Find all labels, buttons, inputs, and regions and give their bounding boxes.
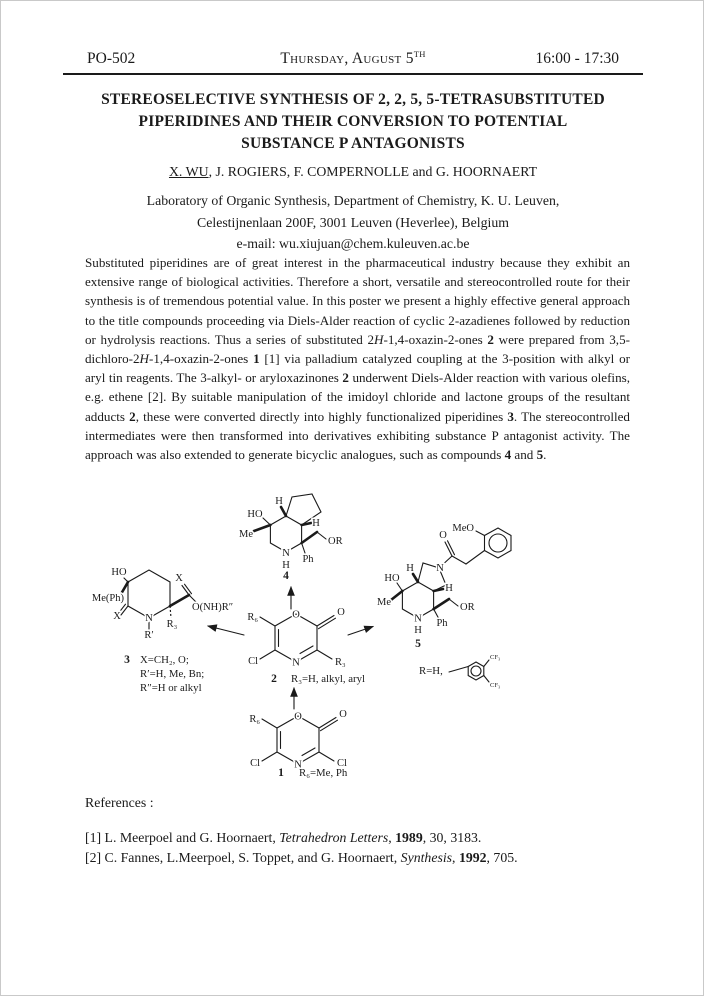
c3-onhr-label: O(NH)R″: [192, 602, 234, 613]
references-list: [85, 828, 645, 868]
compound-5-number: 5: [415, 638, 421, 650]
c1-n-label: N: [294, 759, 302, 771]
header-rule: [63, 73, 643, 75]
c3-rprime-label: R′: [144, 630, 154, 641]
c4-ph-label: Ph: [302, 554, 314, 565]
c5-h-right-label: H: [445, 583, 453, 594]
c4-or-label: OR: [328, 536, 343, 547]
compound-2: [247, 607, 365, 685]
references-heading: References :: [85, 795, 154, 810]
compound-3-number: 3: [124, 654, 130, 666]
compound-5: [377, 523, 511, 689]
c5-ho-label: HO: [384, 573, 400, 584]
presenting-author: X. WU: [168, 164, 209, 179]
compound-2-number: 2: [271, 673, 277, 685]
c1-cl-right-label: Cl: [337, 758, 347, 769]
page-title-line-3: SUBSTANCE P ANTAGONISTS: [241, 135, 465, 152]
c5-ph-label: Ph: [436, 618, 448, 629]
c5-pyrrolidine-n-label: N: [436, 563, 444, 574]
scheme-arrow-2-to-5: [348, 627, 373, 636]
compound-3-legend-2: R′=H, Me, Bn;: [140, 668, 205, 680]
session-date-ordinal: TH: [413, 49, 426, 59]
c3-meph-label: Me(Ph): [91, 593, 124, 604]
compound-3-legend-3: R″=H or alkyl: [140, 682, 202, 694]
c1-r6-label: R₆: [249, 714, 260, 725]
c2-cl-label: Cl: [248, 656, 258, 667]
c5-r-legend: R=H,: [419, 665, 443, 677]
c5-nh-label: H: [414, 625, 422, 636]
c2-carbonyl-o-label: O: [337, 607, 345, 618]
scheme-arrow-2-to-3: [208, 626, 244, 635]
affiliation-line-1: Laboratory of Organic Synthesis, Department of Chemistry, K. U. Leuven,: [146, 193, 560, 208]
c1-cl-left-label: Cl: [250, 758, 260, 769]
c3-r3-label: R₃: [166, 619, 178, 630]
compound-1: [249, 709, 348, 779]
c2-r6-label: R₆: [247, 612, 258, 623]
compound-3: [92, 567, 233, 694]
c5-me-label: Me: [377, 597, 391, 608]
reference-item-1: [1] L. Meerpoel and G. Hoornaert, Tetrahedron Letters, 1989, 30, 3183.: [85, 830, 482, 845]
c5-n-label: N: [414, 613, 422, 625]
c5-cf3-top-label: CF₃: [490, 654, 501, 661]
email-line: e-mail: wu.xiujuan@chem.kuleuven.ac.be: [236, 236, 470, 251]
reaction-scheme: [41, 469, 641, 799]
c4-ho-label: HO: [247, 509, 263, 520]
compound-1-legend: R₆=Me, Ph: [299, 767, 348, 779]
affiliation-line-2: Celestijnenlaan 200F, 3001 Leuven (Heverlee), Belgium: [197, 214, 509, 230]
session-date-text: Thursday, August 5: [280, 50, 414, 68]
c2-r3-label: R₃: [335, 657, 346, 668]
compound-4: [239, 494, 343, 582]
c3-x-ring-label: X: [113, 611, 121, 622]
page-header: [63, 49, 643, 68]
page-title-line-1: STEREOSELECTIVE SYNTHESIS OF 2, 2, 5, 5-TETRASUBSTITUTED: [101, 91, 605, 108]
compound-2-legend: R₃=H, alkyl, aryl: [291, 673, 366, 685]
c4-n-label: N: [282, 548, 290, 559]
affiliation-block: [51, 190, 655, 255]
c5-carbonyl-o-label: O: [439, 530, 447, 541]
session-time: 16:00 - 17:30: [535, 50, 620, 68]
reference-item-2: [2] C. Fannes, L.Meerpoel, S. Toppet, and G. Hoornaert, Synthesis, 1992, 705.: [85, 850, 518, 865]
c2-n-label: N: [292, 657, 300, 669]
c5-h-top-label: H: [406, 563, 414, 574]
c5-or-label: OR: [460, 602, 475, 613]
c5-meo-label: MeO: [452, 523, 474, 534]
c2-ring-o-label: O: [292, 609, 300, 621]
c3-n-label: N: [145, 613, 153, 624]
poster-code: PO-502: [87, 50, 136, 68]
c4-me-label: Me: [239, 529, 253, 540]
page-title-line-2: PIPERIDINES AND THEIR CONVERSION TO POTENTIAL: [138, 113, 568, 130]
c3-x-chain-label: X: [175, 573, 183, 584]
other-authors: , J. ROGIERS, F. COMPERNOLLE and G. HOORNAERT: [208, 164, 538, 179]
abstract-paragraph: Substituted piperidines are of great interest in the pharmaceutical industry because they exhibit an extensive range of biological activities. Therefore a short, versatile and stereocontrolled route for their synthesis is of tremendous potential value. In this poster we present a highly effective general approach to the title compounds proceeding via Diels-Alder reaction of cyclic 2-azadienes followed by reduction or hydrolysis reactions. Thus a series of substituted 2H-1,4-oxazin-2-ones 2 were prepared from 3,5-dichloro-2H-1,4-oxazin-2-ones 1 [1] via palladium catalyzed coupling at the 3-position with alkyl or aryl tin reagents. The 3-alkyl- or aryloxazinones 2 underwent Diels-Alder reaction with various olefins, e.g. ethene [2]. By suitable manipulation of the imidoyl chloride and lactone groups of the resultant adducts 2, these were converted directly into highly functionalized piperidines 3. The stereocontrolled intermediates were then transformed into derivatives exhibiting substance P antagonist activity. The approach was also extended to generate bicyclic analogues, such as compounds 4 and 5.: [85, 255, 630, 463]
c4-h-top-label: H: [275, 496, 283, 507]
compound-1-number: 1: [278, 767, 284, 779]
page-title: [51, 89, 655, 155]
c5-cf3-bottom-label: CF₃: [490, 682, 501, 689]
c3-ho-label: HO: [111, 567, 127, 578]
compound-4-number: 4: [283, 570, 289, 582]
c1-carbonyl-o-label: O: [339, 709, 347, 720]
c4-nh-label: H: [282, 560, 290, 571]
c1-ring-o-label: O: [294, 711, 302, 723]
compound-3-legend-1: X=CH₂, O;: [140, 654, 189, 666]
c4-h-right-label: H: [312, 518, 320, 529]
session-date: [280, 49, 425, 68]
authors-line: [51, 164, 655, 180]
